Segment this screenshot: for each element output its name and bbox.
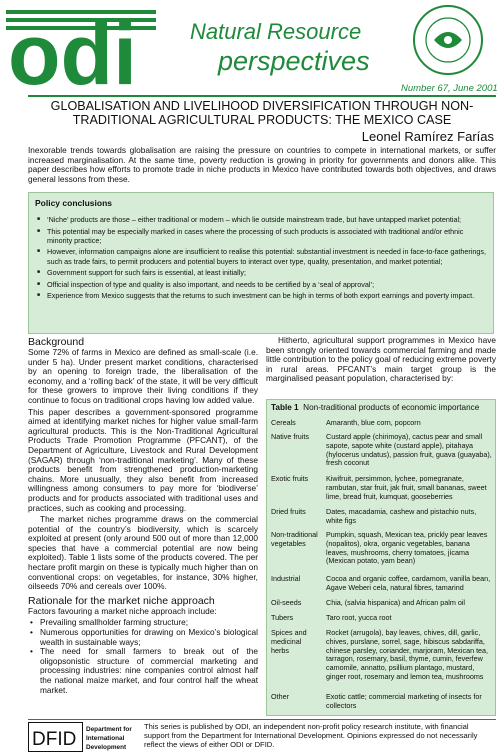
table-products: Custard apple (chirimoya), cactus pear and small sapote, sapote white (custard apple), pitahaya (hylocerus undatus), passion fruit, guava (guayaba), fresh coconut	[326, 432, 492, 468]
table-products: Cocoa and organic coffee, cardamom, vanilla bean, Agave Weberi cela, natural fibres, tamarind	[326, 574, 491, 592]
table-products: Taro root, yucca root	[326, 613, 392, 622]
policy-item: ■ This potential may be especially marked in cases where the processing of such products is associated with traditional and/or ethnic minority practice;	[37, 227, 489, 245]
table-category: Tubers	[271, 613, 294, 622]
rationale-item: • Numerous opportunities for drawing on Mexico’s biological wealth in sustainable ways;	[28, 628, 258, 647]
table-category: Spices and medicinal herbs	[271, 628, 307, 655]
policy-item: ■ However, information campaigns alone are insufficient to realise this potential: substantial investment is needed in face-to-face gatherings, such as trade fairs, to permit producers and potential buyers to interact over type, quality, presentation, and market potential;	[37, 247, 489, 265]
policy-conclusions-box	[28, 192, 494, 334]
table-products: Pumpkin, squash, Mexican tea, prickly pear leaves (nopalitos), okra, organic vegetables, banana leaves, mushrooms, cherry tomatoes, jícama (Mexican potato, yam bean)	[326, 530, 488, 566]
seal-emblem	[398, 2, 498, 78]
table-products: Exotic cattle; commercial marketing of insects for collectors	[326, 692, 482, 710]
dfid-logo-text: DFID	[32, 729, 77, 750]
dfid-line: Development	[86, 744, 127, 751]
table-label: Table 1	[271, 403, 299, 412]
table-products: Kiwifruit, persimmon, lychee, pomegranate, rambutan, star fruit, jak fruit, small bananas, sweet lime, bread fruit, kumquat, gooseberries	[326, 474, 487, 501]
table-category: Industrial	[271, 574, 301, 583]
dfid-logo	[28, 722, 138, 752]
table-products: Dates, macadamia, cashew and pistachio nuts, white figs	[326, 507, 477, 525]
odi-logo-text: odi	[8, 7, 137, 86]
rationale-item: • Prevailing smallholder farming structure;	[28, 618, 258, 628]
products-table	[266, 399, 496, 716]
series-title: Natural Resource	[190, 19, 362, 44]
rationale-intro: Factors favouring a market niche approach include:	[28, 605, 217, 616]
table-products: Amaranth, blue corn, popcorn	[326, 418, 421, 427]
odi-logo	[6, 4, 156, 86]
rationale-list	[28, 618, 258, 695]
footer-note: This series is published by ODI, an independent non-profit policy research institute, with financial support from the Department for International Development. Opinions expressed do not necessarily reflect the views of either ODI or DFID.	[144, 722, 478, 749]
right-column	[266, 336, 496, 386]
table-category: Dried fruits	[271, 507, 306, 516]
table-category: Other	[271, 692, 289, 701]
right-paragraph: Hitherto, agricultural support programmes in Mexico have been strongly oriented towards commercial farming and made little contribution to the policy goal of reducing extreme poverty in rural areas. PFCANT’s main target group is the marginalised peasant population, characterised by:	[266, 335, 496, 384]
dfid-line: Department for	[86, 726, 132, 733]
policy-item: ■ Experience from Mexico suggests that the returns to such investment can be high in terms of both export earnings and poverty impact.	[37, 291, 489, 300]
policy-item: ■ ‘Niche’ products are those – either traditional or modern – which lie outside mainstream trade, but have untapped market potential;	[37, 215, 489, 224]
table-products: Chia, (salvia hispanica) and African palm oil	[326, 598, 466, 607]
footer-rule	[28, 719, 496, 720]
table-caption	[271, 403, 479, 412]
policy-list	[37, 215, 489, 303]
table-category: Exotic fruits	[271, 474, 309, 483]
rationale-item: • The need for small farmers to break out of the oligopsonistic structure of commercial marketing and processing industries: nine companies control almost half the national maize market, and four control half the wheat market.	[28, 647, 258, 695]
table-title: Non-traditional products of economic importance	[303, 403, 480, 412]
issue-number: Number 67, June 2001	[401, 83, 498, 94]
policy-item: ■ Government support for such fairs is essential, at least initially;	[37, 268, 489, 277]
rationale-heading: Rationale for the market niche approach	[28, 594, 215, 607]
header-rule	[28, 95, 496, 97]
table-category: Native fruits	[271, 432, 309, 441]
table-category: Non-traditional vegetables	[271, 530, 318, 548]
table-products: Rocket (arrugola), bay leaves, chives, dill, garlic, chives, purslane, sorrel, sage, hibiscus sabdariffa, chinese parsley, coriander, marjoram, Mexican tea, tarragon, rosemary, basil, thyme, cumin, feverfew camomile, annatto, psillium plantago, mustard, ginger root, rosemary and lemon tea, mushrooms	[326, 628, 489, 681]
background-paragraph: The market niches programme draws on the commercial potential of the country’s biodiversity, which is scarcely exploited at present (only around 500 out of more than 12,000 species that have a commercial potential are now being exploited). Table 1 lists some of the products covered. The per hectare profit margin on these is typically much higher than on conventional crops: on vegetables, for instance, 30% higher, oilseeds 70% and cereals over 100%.	[28, 514, 258, 592]
author-name: Leonel Ramírez Farías	[361, 129, 494, 144]
intro-paragraph: Inexorable trends towards globalisation are raising the pressure on countries to compete in international markets, or suffer increased marginalisation. At the same time, poverty reduction is growing in priority for governments and donors alike. This paper describes how efforts to promote trade in niche products in Mexico have contributed towards both objectives, and draws general lessons from these.	[28, 145, 496, 184]
table-category: Cereals	[271, 418, 296, 427]
policy-item: ■ Official inspection of type and quality is also important, and needs to be certified by a ‘seal of approval’;	[37, 280, 489, 289]
background-paragraph: Some 72% of farms in Mexico are defined as small-scale (i.e. under 5 ha). Under present market conditions, characterised by an opening to foreign trade, the liberalisation of the economy, and a ‘rolling back’ of the state, it will be very difficult for these growers to improve their living conditions if they continue to focus on traditional crops having low added value.	[28, 347, 258, 405]
policy-heading: Policy conclusions	[35, 198, 112, 208]
series-subtitle: perspectives	[218, 46, 370, 76]
dfid-line: International	[86, 735, 125, 742]
table-category: Oil-seeds	[271, 598, 302, 607]
article-title: GLOBALISATION AND LIVELIHOOD DIVERSIFICATION THROUGH NON-TRADITIONAL AGRICULTURAL PRODUCTS: THE MEXICO CASE	[50, 99, 474, 127]
background-paragraph: This paper describes a government-sponsored programme aimed at identifying market niches for higher value small-farm agricultural products. This is the Non-Traditional Agricultural Products Trade Promotion Programme (PFCANT), of the Department of Agriculture, Livestock and Rural Development (SAGAR) through ‘non-traditional marketing’. Many of these products benefit from strengthened production-marketing chains. More unusually, they also benefit from increased willingness among consumers to pay more for ‘biodiverse’ products and for products associated with traditional uses and practices, such as cooking and processing.	[28, 406, 258, 513]
background-heading: Background	[28, 336, 85, 348]
left-column	[28, 336, 258, 695]
